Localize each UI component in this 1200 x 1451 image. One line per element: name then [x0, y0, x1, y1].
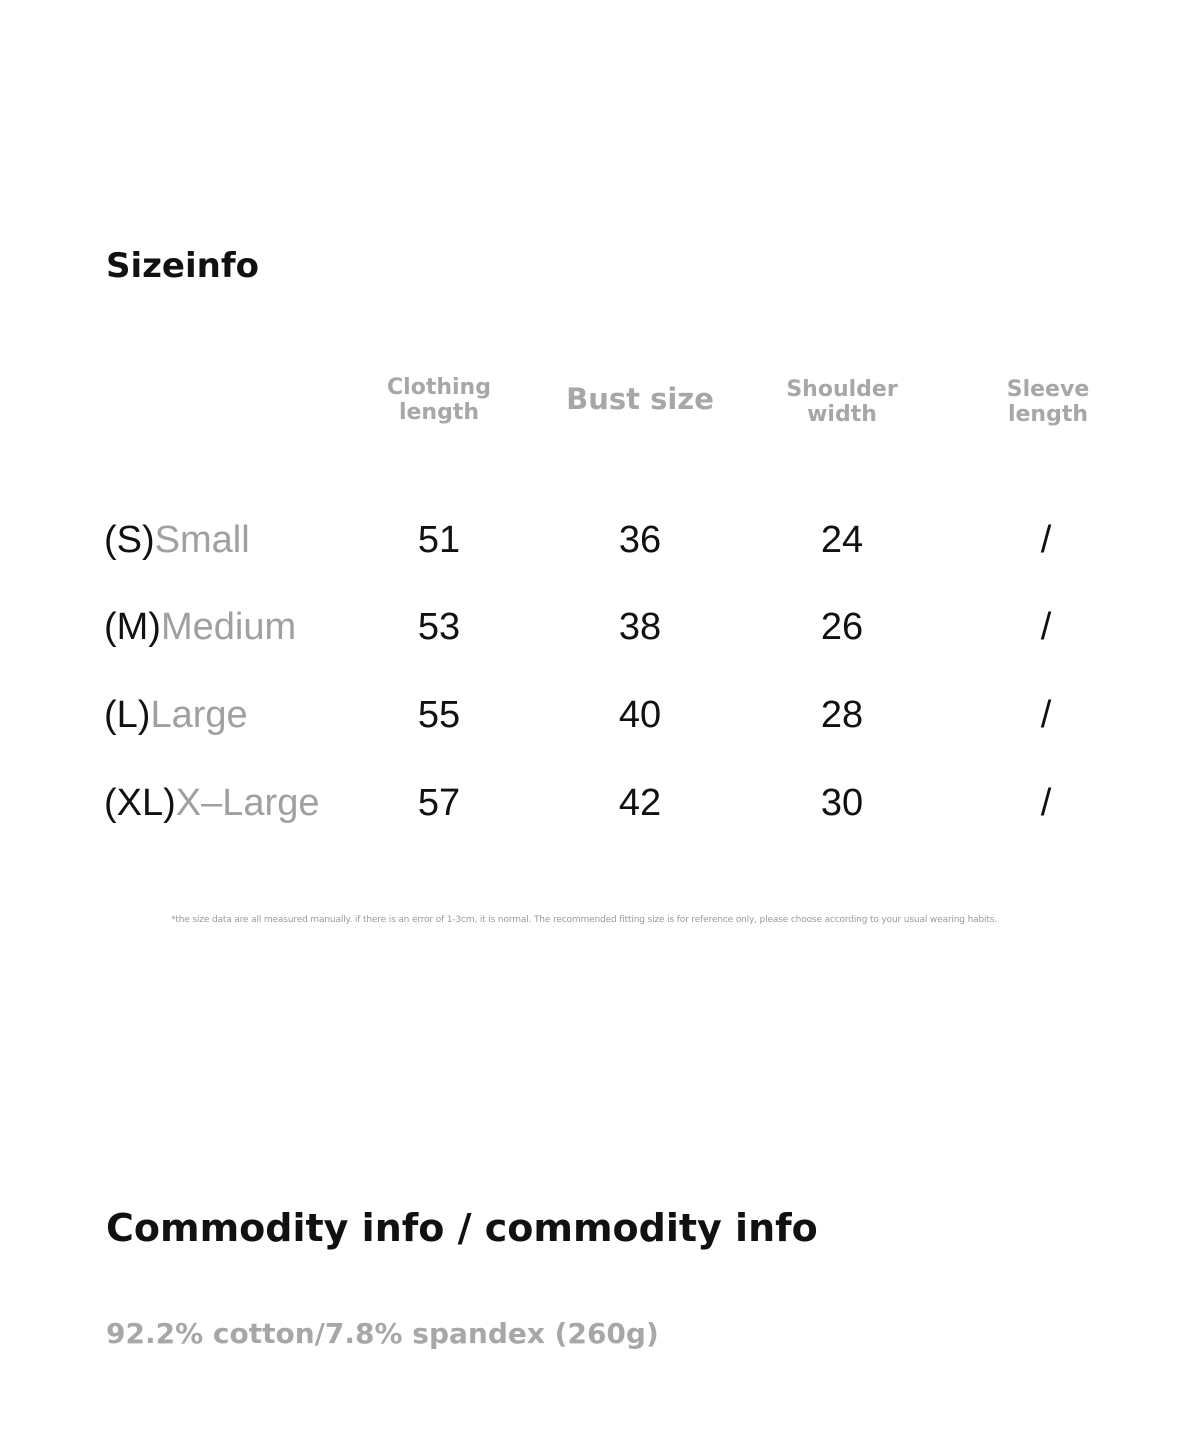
size-code: (M)	[104, 606, 161, 648]
cell-clothing-length: 51	[417, 519, 461, 561]
column-header-line: Clothing	[387, 375, 491, 400]
column-header-line: Shoulder	[786, 377, 898, 402]
size-name: Large	[150, 694, 248, 736]
size-label	[104, 515, 250, 565]
size-footnote: *the size data are all measured manually. if there is an error of 1-3cm, it is normal. The recommended fitting size is for reference only, please choose according to your usual wearing habits.	[171, 915, 998, 925]
size-info-title: Sizeinfo	[106, 246, 259, 286]
commodity-info-title: Commodity info / commodity info	[106, 1206, 818, 1250]
cell-clothing-length: 55	[417, 694, 461, 736]
table-row	[0, 778, 1200, 828]
cell-shoulder-width: 24	[820, 519, 864, 561]
size-code: (XL)	[104, 782, 176, 824]
size-label	[104, 602, 296, 652]
column-header-line: Bust size	[566, 382, 714, 416]
commodity-material: 92.2% cotton/7.8% spandex (260g)	[106, 1317, 659, 1350]
column-header-line: Sleeve	[1006, 377, 1090, 402]
cell-clothing-length: 57	[417, 782, 461, 824]
size-name: Small	[154, 519, 250, 561]
cell-sleeve-length: /	[1040, 606, 1052, 648]
table-row	[0, 515, 1200, 565]
cell-sleeve-length: /	[1040, 519, 1052, 561]
size-name: X–Large	[175, 782, 320, 824]
table-row	[0, 602, 1200, 652]
table-row	[0, 690, 1200, 740]
size-code: (S)	[104, 519, 155, 561]
column-header-line: length	[398, 400, 480, 425]
column-header-sleeve-length	[948, 377, 1148, 427]
cell-shoulder-width: 26	[820, 606, 864, 648]
cell-sleeve-length: /	[1040, 694, 1052, 736]
size-name: Medium	[160, 606, 297, 648]
cell-bust-size: 42	[618, 782, 662, 824]
size-code: (L)	[104, 694, 151, 736]
cell-shoulder-width: 30	[820, 782, 864, 824]
column-header-line: length	[1007, 402, 1089, 427]
cell-bust-size: 38	[618, 606, 662, 648]
cell-bust-size: 36	[618, 519, 662, 561]
size-label	[104, 778, 319, 828]
column-header-shoulder-width	[742, 377, 942, 427]
cell-sleeve-length: /	[1040, 782, 1052, 824]
cell-clothing-length: 53	[417, 606, 461, 648]
cell-bust-size: 40	[618, 694, 662, 736]
cell-shoulder-width: 28	[820, 694, 864, 736]
column-header-bust-size	[540, 381, 740, 417]
size-label	[104, 690, 248, 740]
column-header-clothing-length	[339, 375, 539, 425]
column-header-line: width	[807, 402, 877, 427]
